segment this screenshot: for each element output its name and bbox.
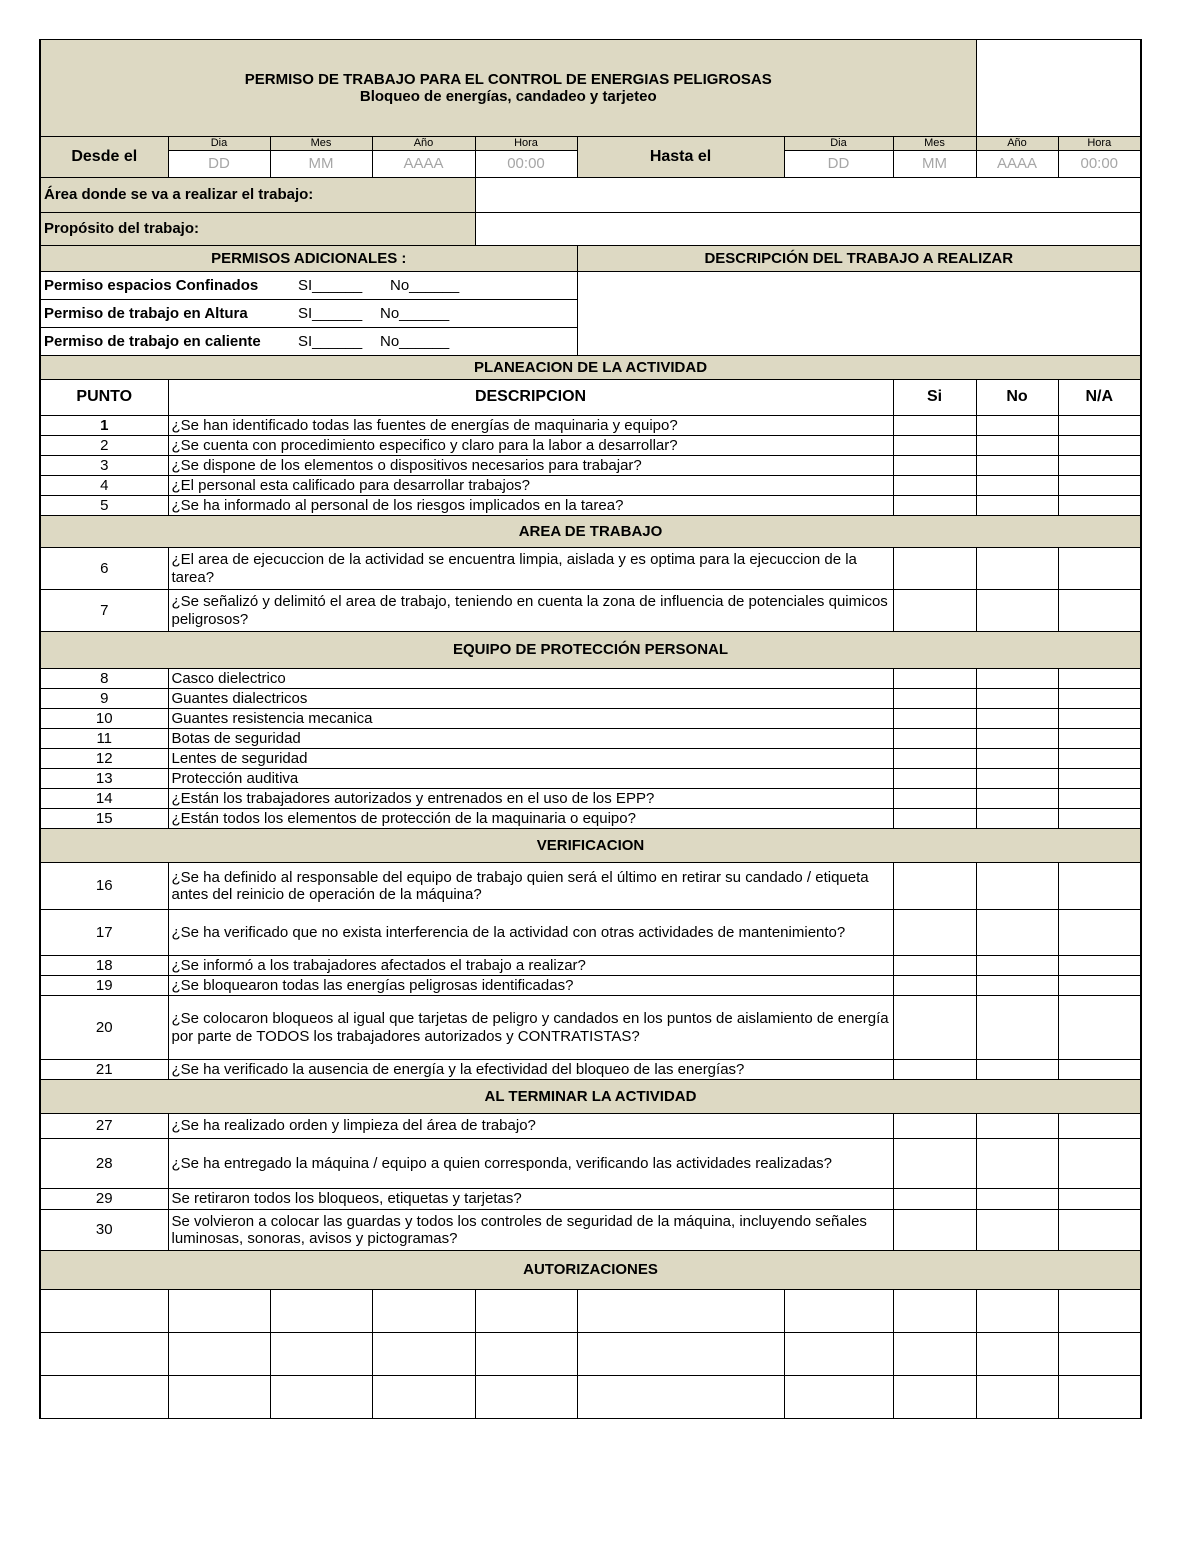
- form-title: PERMISO DE TRABAJO PARA EL CONTROL DE ENERGIAS PELIGROSAS: [244, 70, 772, 88]
- item-number: 9: [40, 689, 168, 709]
- authorization-cell[interactable]: [372, 1290, 475, 1333]
- item-number: 8: [40, 669, 168, 689]
- col-na: N/A: [1058, 380, 1141, 416]
- answer-si-cell[interactable]: [893, 956, 976, 976]
- permit-confined-label: Permiso espacios Confinados: [40, 272, 270, 300]
- answer-no-cell[interactable]: [976, 956, 1058, 976]
- permit-height-no[interactable]: No______: [372, 300, 577, 328]
- col-si: Si: [893, 380, 976, 416]
- authorization-cell[interactable]: [577, 1376, 784, 1419]
- authorization-cell[interactable]: [976, 1290, 1058, 1333]
- item-description: Botas de seguridad: [168, 729, 893, 749]
- item-description: ¿Se ha definido al responsable del equipo de trabajo quien será el último en retirar su candado / etiqueta antes del reinicio de operación de la máquina?: [168, 863, 893, 910]
- to-year-field[interactable]: AAAA: [976, 151, 1058, 178]
- item-number: 10: [40, 709, 168, 729]
- answer-si-cell[interactable]: [893, 1114, 976, 1139]
- item-description: ¿Se señalizó y delimitó el area de trabajo, teniendo en cuenta la zona de influencia de potenciales quimicos peligrosos?: [168, 590, 893, 632]
- authorization-cell[interactable]: [475, 1376, 577, 1419]
- col-descripcion: DESCRIPCION: [168, 380, 893, 416]
- answer-na-cell[interactable]: [1058, 769, 1141, 789]
- item-number: 30: [40, 1210, 168, 1251]
- checklist-row: [40, 436, 1141, 456]
- item-number: 11: [40, 729, 168, 749]
- authorization-cell[interactable]: [168, 1290, 270, 1333]
- permit-confined-no[interactable]: No______: [372, 272, 577, 300]
- checklist-row: [40, 769, 1141, 789]
- answer-na-cell[interactable]: [1058, 456, 1141, 476]
- answer-si-cell[interactable]: [893, 1210, 976, 1251]
- to-month-label: Mes: [893, 137, 976, 151]
- checklist-row: [40, 669, 1141, 689]
- answer-na-cell[interactable]: [1058, 976, 1141, 996]
- answer-na-cell[interactable]: [1058, 416, 1141, 436]
- item-number: 28: [40, 1139, 168, 1189]
- checklist-row: [40, 689, 1141, 709]
- description-heading: DESCRIPCIÓN DEL TRABAJO A REALIZAR: [577, 246, 1141, 272]
- proposito-label: Propósito del trabajo:: [40, 213, 475, 246]
- answer-si-cell[interactable]: [893, 809, 976, 829]
- form-subtitle: Bloqueo de energías, candadeo y tarjeteo: [359, 88, 657, 105]
- checklist-row: [40, 729, 1141, 749]
- from-hour-field[interactable]: 00:00: [475, 151, 577, 178]
- answer-si-cell[interactable]: [893, 729, 976, 749]
- answer-si-cell[interactable]: [893, 476, 976, 496]
- authorization-cell[interactable]: [270, 1376, 372, 1419]
- answer-si-cell[interactable]: [893, 689, 976, 709]
- authorization-row: [40, 1376, 1141, 1419]
- answer-na-cell[interactable]: [1058, 548, 1141, 590]
- authorization-cell[interactable]: [893, 1376, 976, 1419]
- item-description: ¿Se informó a los trabajadores afectados el trabajo a realizar?: [168, 956, 893, 976]
- item-description: ¿Se ha realizado orden y limpieza del área de trabajo?: [168, 1114, 893, 1139]
- answer-no-cell[interactable]: [976, 669, 1058, 689]
- item-description: Casco dielectrico: [168, 669, 893, 689]
- area-rows: [40, 548, 1141, 632]
- checklist-row: [40, 996, 1141, 1060]
- terminar-rows: [40, 1114, 1141, 1251]
- item-number: 7: [40, 590, 168, 632]
- from-hour-label: Hora: [475, 137, 577, 151]
- item-number: 5: [40, 496, 168, 516]
- autorizaciones-rows: [40, 1290, 1141, 1419]
- answer-na-cell[interactable]: [1058, 1139, 1141, 1189]
- checklist-row: [40, 416, 1141, 436]
- checklist-row: [40, 476, 1141, 496]
- item-description: ¿El area de ejecuccion de la actividad se encuentra limpia, aislada y es optima para la ejecuccion de la tarea?: [168, 548, 893, 590]
- item-description: ¿Se colocaron bloqueos al igual que tarjetas de peligro y candados en los puntos de aislamiento de energía por parte de TODOS los trabajadores autorizados y CONTRATISTAS?: [168, 996, 893, 1060]
- permit-confined-si[interactable]: SI______: [270, 272, 372, 300]
- answer-si-cell[interactable]: [893, 709, 976, 729]
- checklist-row: [40, 709, 1141, 729]
- authorization-cell[interactable]: [893, 1333, 976, 1376]
- answer-no-cell[interactable]: [976, 1210, 1058, 1251]
- section-autorizaciones: AUTORIZACIONES: [40, 1251, 1141, 1290]
- answer-na-cell[interactable]: [1058, 476, 1141, 496]
- answer-no-cell[interactable]: [976, 863, 1058, 910]
- to-month-field[interactable]: MM: [893, 151, 976, 178]
- answer-na-cell[interactable]: [1058, 590, 1141, 632]
- checklist-row: [40, 789, 1141, 809]
- checklist-row: [40, 1060, 1141, 1080]
- item-description: ¿Se ha verificado que no exista interferencia de la actividad con otras actividades de mantenimiento?: [168, 910, 893, 956]
- answer-na-cell[interactable]: [1058, 729, 1141, 749]
- authorization-row: [40, 1333, 1141, 1376]
- answer-si-cell[interactable]: [893, 749, 976, 769]
- section-area: AREA DE TRABAJO: [40, 516, 1141, 548]
- answer-si-cell[interactable]: [893, 456, 976, 476]
- item-number: 19: [40, 976, 168, 996]
- checklist-row: [40, 956, 1141, 976]
- epp-rows: [40, 669, 1141, 829]
- item-number: 4: [40, 476, 168, 496]
- answer-si-cell[interactable]: [893, 1139, 976, 1189]
- item-number: 1: [40, 416, 168, 436]
- authorization-cell[interactable]: [475, 1290, 577, 1333]
- checklist-row: [40, 1210, 1141, 1251]
- answer-na-cell[interactable]: [1058, 996, 1141, 1060]
- answer-si-cell[interactable]: [893, 1060, 976, 1080]
- from-day-label: Dia: [168, 137, 270, 151]
- item-number: 29: [40, 1189, 168, 1210]
- answer-no-cell[interactable]: [976, 476, 1058, 496]
- item-description: ¿Se bloquearon todas las energías peligrosas identificadas?: [168, 976, 893, 996]
- item-description: ¿Se cuenta con procedimiento especifico y claro para la labor a desarrollar?: [168, 436, 893, 456]
- answer-na-cell[interactable]: [1058, 669, 1141, 689]
- answer-na-cell[interactable]: [1058, 709, 1141, 729]
- to-year-label: Año: [976, 137, 1058, 151]
- authorization-cell[interactable]: [784, 1376, 893, 1419]
- permit-hot-no[interactable]: No______: [372, 328, 577, 356]
- authorization-cell[interactable]: [976, 1333, 1058, 1376]
- authorization-cell[interactable]: [168, 1376, 270, 1419]
- item-number: 2: [40, 436, 168, 456]
- checklist-row: [40, 1189, 1141, 1210]
- item-description: Lentes de seguridad: [168, 749, 893, 769]
- item-number: 13: [40, 769, 168, 789]
- answer-na-cell[interactable]: [1058, 496, 1141, 516]
- answer-na-cell[interactable]: [1058, 1189, 1141, 1210]
- answer-na-cell[interactable]: [1058, 809, 1141, 829]
- item-description: ¿Se han identificado todas las fuentes de energías de maquinaria y equipo?: [168, 416, 893, 436]
- authorization-cell[interactable]: [40, 1376, 168, 1419]
- authorization-cell[interactable]: [784, 1333, 893, 1376]
- answer-si-cell[interactable]: [893, 910, 976, 956]
- answer-no-cell[interactable]: [976, 548, 1058, 590]
- area-label: Área donde se va a realizar el trabajo:: [40, 178, 475, 213]
- answer-no-cell[interactable]: [976, 709, 1058, 729]
- permisos-heading: PERMISOS ADICIONALES :: [40, 246, 577, 272]
- answer-na-cell[interactable]: [1058, 1060, 1141, 1080]
- answer-na-cell[interactable]: [1058, 789, 1141, 809]
- item-number: 18: [40, 956, 168, 976]
- permit-hot-si[interactable]: SI______: [270, 328, 372, 356]
- permit-height-si[interactable]: SI______: [270, 300, 372, 328]
- answer-no-cell[interactable]: [976, 1060, 1058, 1080]
- answer-no-cell[interactable]: [976, 1114, 1058, 1139]
- item-description: Se retiraron todos los bloqueos, etiquetas y tarjetas?: [168, 1189, 893, 1210]
- section-epp: EQUIPO DE PROTECCIÓN PERSONAL: [40, 632, 1141, 669]
- checklist-row: [40, 863, 1141, 910]
- item-number: 15: [40, 809, 168, 829]
- area-field[interactable]: [475, 178, 1141, 213]
- answer-no-cell[interactable]: [976, 416, 1058, 436]
- answer-no-cell[interactable]: [976, 976, 1058, 996]
- to-day-label: Dia: [784, 137, 893, 151]
- authorization-cell[interactable]: [372, 1333, 475, 1376]
- to-day-field[interactable]: DD: [784, 151, 893, 178]
- logo-box: [976, 40, 1141, 137]
- authorization-cell[interactable]: [1058, 1290, 1141, 1333]
- checklist-row: [40, 496, 1141, 516]
- answer-no-cell[interactable]: [976, 590, 1058, 632]
- item-description: ¿Se ha entregado la máquina / equipo a quien corresponda, verificando las actividades realizadas?: [168, 1139, 893, 1189]
- checklist-row: [40, 548, 1141, 590]
- answer-no-cell[interactable]: [976, 769, 1058, 789]
- item-description: ¿El personal esta calificado para desarrollar trabajos?: [168, 476, 893, 496]
- checklist-row: [40, 456, 1141, 476]
- item-description: ¿Están todos los elementos de protección de la maquinaria o equipo?: [168, 809, 893, 829]
- to-hour-label: Hora: [1058, 137, 1141, 151]
- checklist-row: [40, 910, 1141, 956]
- item-description: ¿Se ha informado al personal de los riesgos implicados en la tarea?: [168, 496, 893, 516]
- checklist-row: [40, 1114, 1141, 1139]
- permit-height-label: Permiso de trabajo en Altura: [40, 300, 270, 328]
- checklist-row: [40, 809, 1141, 829]
- answer-na-cell[interactable]: [1058, 436, 1141, 456]
- answer-no-cell[interactable]: [976, 436, 1058, 456]
- answer-si-cell[interactable]: [893, 416, 976, 436]
- item-description: Protección auditiva: [168, 769, 893, 789]
- answer-si-cell[interactable]: [893, 548, 976, 590]
- answer-na-cell[interactable]: [1058, 1114, 1141, 1139]
- answer-si-cell[interactable]: [893, 1189, 976, 1210]
- answer-no-cell[interactable]: [976, 1139, 1058, 1189]
- answer-na-cell[interactable]: [1058, 689, 1141, 709]
- item-number: 27: [40, 1114, 168, 1139]
- work-permit-form: [39, 39, 1142, 1419]
- checklist-row: [40, 590, 1141, 632]
- item-number: 20: [40, 996, 168, 1060]
- item-number: 17: [40, 910, 168, 956]
- authorization-cell[interactable]: [893, 1290, 976, 1333]
- authorization-cell[interactable]: [784, 1290, 893, 1333]
- answer-no-cell[interactable]: [976, 456, 1058, 476]
- item-number: 3: [40, 456, 168, 476]
- form-title-cell: [40, 40, 976, 137]
- from-date-label: Desde el: [40, 137, 168, 178]
- permit-hot-label: Permiso de trabajo en caliente: [40, 328, 270, 356]
- verificacion-rows: [40, 863, 1141, 1080]
- answer-si-cell[interactable]: [893, 976, 976, 996]
- answer-no-cell[interactable]: [976, 496, 1058, 516]
- checklist-row: [40, 1139, 1141, 1189]
- work-description-field[interactable]: [577, 272, 1141, 356]
- planeacion-rows: [40, 416, 1141, 516]
- checklist-row: [40, 976, 1141, 996]
- authorization-cell[interactable]: [168, 1333, 270, 1376]
- from-day-field[interactable]: DD: [168, 151, 270, 178]
- from-month-field[interactable]: MM: [270, 151, 372, 178]
- answer-no-cell[interactable]: [976, 789, 1058, 809]
- answer-na-cell[interactable]: [1058, 910, 1141, 956]
- item-description: ¿Se dispone de los elementos o dispositivos necesarios para trabajar?: [168, 456, 893, 476]
- authorization-cell[interactable]: [40, 1290, 168, 1333]
- answer-no-cell[interactable]: [976, 689, 1058, 709]
- col-no: No: [976, 380, 1058, 416]
- answer-na-cell[interactable]: [1058, 863, 1141, 910]
- checklist-row: [40, 749, 1141, 769]
- item-number: 16: [40, 863, 168, 910]
- item-description: Guantes dialectricos: [168, 689, 893, 709]
- authorization-cell[interactable]: [372, 1376, 475, 1419]
- from-year-field[interactable]: AAAA: [372, 151, 475, 178]
- answer-si-cell[interactable]: [893, 863, 976, 910]
- section-terminar: AL TERMINAR LA ACTIVIDAD: [40, 1080, 1141, 1114]
- from-month-label: Mes: [270, 137, 372, 151]
- item-description: ¿Están los trabajadores autorizados y entrenados en el uso de los EPP?: [168, 789, 893, 809]
- section-verificacion: VERIFICACION: [40, 829, 1141, 863]
- authorization-cell[interactable]: [577, 1333, 784, 1376]
- answer-no-cell[interactable]: [976, 749, 1058, 769]
- answer-si-cell[interactable]: [893, 996, 976, 1060]
- authorization-row: [40, 1290, 1141, 1333]
- authorization-cell[interactable]: [976, 1376, 1058, 1419]
- item-number: 12: [40, 749, 168, 769]
- answer-no-cell[interactable]: [976, 729, 1058, 749]
- answer-si-cell[interactable]: [893, 789, 976, 809]
- authorization-cell[interactable]: [1058, 1333, 1141, 1376]
- answer-si-cell[interactable]: [893, 496, 976, 516]
- item-number: 6: [40, 548, 168, 590]
- answer-no-cell[interactable]: [976, 1189, 1058, 1210]
- authorization-cell[interactable]: [577, 1290, 784, 1333]
- answer-no-cell[interactable]: [976, 910, 1058, 956]
- answer-si-cell[interactable]: [893, 769, 976, 789]
- from-year-label: Año: [372, 137, 475, 151]
- answer-na-cell[interactable]: [1058, 956, 1141, 976]
- col-punto: PUNTO: [40, 380, 168, 416]
- answer-si-cell[interactable]: [893, 669, 976, 689]
- answer-si-cell[interactable]: [893, 590, 976, 632]
- item-description: Se volvieron a colocar las guardas y todos los controles de seguridad de la máquina, incluyendo señales luminosas, sonoras, avisos y pictogramas?: [168, 1210, 893, 1251]
- item-description: Guantes resistencia mecanica: [168, 709, 893, 729]
- item-number: 14: [40, 789, 168, 809]
- answer-no-cell[interactable]: [976, 996, 1058, 1060]
- to-hour-field[interactable]: 00:00: [1058, 151, 1141, 178]
- section-planeacion: PLANEACION DE LA ACTIVIDAD: [40, 356, 1141, 380]
- item-number: 21: [40, 1060, 168, 1080]
- answer-no-cell[interactable]: [976, 809, 1058, 829]
- answer-si-cell[interactable]: [893, 436, 976, 456]
- authorization-cell[interactable]: [270, 1333, 372, 1376]
- authorization-cell[interactable]: [270, 1290, 372, 1333]
- proposito-field[interactable]: [475, 213, 1141, 246]
- authorization-cell[interactable]: [1058, 1376, 1141, 1419]
- item-description: ¿Se ha verificado la ausencia de energía y la efectividad del bloqueo de las energías?: [168, 1060, 893, 1080]
- answer-na-cell[interactable]: [1058, 749, 1141, 769]
- authorization-cell[interactable]: [40, 1333, 168, 1376]
- authorization-cell[interactable]: [475, 1333, 577, 1376]
- to-date-label: Hasta el: [577, 137, 784, 178]
- answer-na-cell[interactable]: [1058, 1210, 1141, 1251]
